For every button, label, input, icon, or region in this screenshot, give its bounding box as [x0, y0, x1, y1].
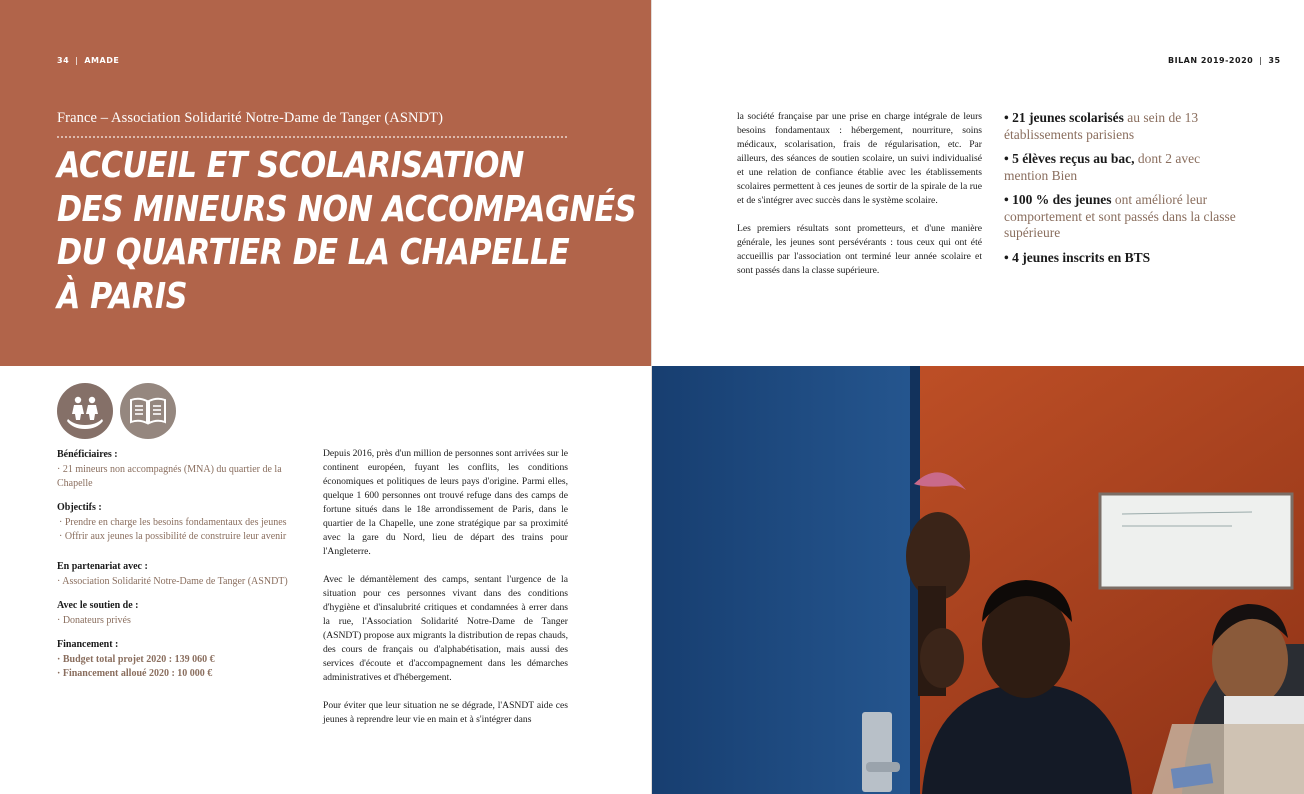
page-number-left: 34: [57, 56, 70, 65]
project-info: [57, 448, 292, 691]
paragraph: la société française par une prise en charge intégrale de leurs besoins fondamentaux : hébergement, nourriture, soins médicaux, scolarisation, frais de régularisation, etc. Par ailleurs, des séances de soutien scolaire, un suivi individualisé et une relation de confiance établie avec les établissements scolaires permettent à ces jeunes de sortir de la spirale de la rue et de s'intégrer avec succès dans le système scolaire.: [737, 111, 982, 206]
stat-bold: • 21 jeunes scolarisés: [1004, 110, 1124, 125]
list-item: · Donateurs privés: [57, 615, 131, 626]
partnership-section: [57, 560, 292, 589]
section-heading: Financement :: [57, 639, 119, 650]
headline-line: ACCUEIL ET SCOLARISATION: [57, 145, 524, 186]
headline-line: DU QUARTIER DE LA CHAPELLE: [57, 232, 570, 273]
stat-text: au sein de 13 établissements parisiens: [1004, 110, 1199, 142]
section-heading: Bénéficiaires :: [57, 449, 118, 460]
body-text-left: [323, 447, 568, 741]
body-text-right: [737, 110, 982, 292]
folio-left: [57, 56, 119, 65]
paragraph: Les premiers résultats sont prometteurs, et d'une manière générale, les jeunes sont persévérants : tous ceux qui ont été accueillis par l'association ont terminé leur année scolaire et sont passés dans la classe supérieure.: [737, 223, 982, 276]
stat-bold: • 5 élèves reçus au bac,: [1004, 151, 1135, 166]
funding-section: [57, 638, 292, 681]
paragraph: Depuis 2016, près d'un million de personnes sont arrivées sur le continent européen, fuyant les conflits, les conditions économiques et politiques de leurs pays d'origine. Parmi elles, quelque 1 600 personnes ont trouvé refuge dans des camps de fortune situés dans le 18e arrondissement de Paris, dans le quartier de la Chapelle, une zone stratégique par sa proximité avec la gare du Nord, lieu de départ des trains pour l'Angleterre.: [323, 448, 568, 557]
stat-item: [1004, 151, 1244, 184]
list-item: · Financement alloué 2020 : 10 000 €: [57, 668, 213, 679]
stat-item: [1004, 250, 1244, 267]
paragraph: Avec le démantèlement des camps, sentant l'urgence de la situation pour ces personnes vivant dans des conditions d'hygiène et d'insalubrité critiques et condamnées à errer dans la rue, l'Association Solidarité Notre-Dame de Tanger (ASNDT) propose aux migrants la distribution de repas chauds, des cours de français ou d'alphabétisation, mais aussi des services d'écoute et d'accompagnement dans les démarches administratives et d'hébergement.: [323, 574, 568, 683]
stat-bold: • 4 jeunes inscrits en BTS: [1004, 249, 1151, 265]
key-results: [1004, 110, 1244, 274]
stat-text: ont amélioré leur comportement et sont passés dans la classe supérieure: [1004, 192, 1236, 240]
helping-hands-icon: [57, 383, 113, 439]
list-item: · Prendre en charge les besoins fondamentaux des jeunes: [59, 517, 287, 528]
list-item: · Budget total projet 2020 : 139 060 €: [57, 654, 215, 665]
headline-line: À PARIS: [57, 275, 188, 317]
hero-banner: [0, 0, 652, 366]
folio-separator: |: [1259, 56, 1263, 65]
objectives-section: [57, 501, 292, 544]
page-number-right: 35: [1268, 56, 1281, 65]
article-headline: [57, 144, 637, 318]
section-heading: Avec le soutien de :: [57, 600, 139, 611]
folio-separator: |: [75, 56, 79, 65]
section-heading: En partenariat avec :: [57, 561, 148, 572]
stat-bold: • 100 % des jeunes: [1004, 192, 1112, 207]
list-item: · Offrir aux jeunes la possibilité de construire leur avenir: [59, 531, 287, 542]
stat-text: dont 2 avec mention Bien: [1004, 151, 1201, 183]
headline-line: DES MINEURS NON ACCOMPAGNÉS: [57, 188, 637, 230]
paragraph: Pour éviter que leur situation ne se dégrade, l'ASNDT aide ces jeunes à reprendre leur vie en main et à s'intégrer dans: [323, 700, 568, 725]
list-item: · Association Solidarité Notre-Dame de Tanger (ASNDT): [57, 576, 288, 587]
section-heading: Objectifs :: [57, 502, 102, 513]
folio-label-right: BILAN 2019-2020: [1168, 56, 1254, 65]
beneficiaries-section: [57, 448, 292, 491]
list-item: · 21 mineurs non accompagnés (MNA) du quartier de la Chapelle: [57, 464, 282, 489]
open-book-icon: [120, 383, 176, 439]
classroom-photo: [652, 366, 1304, 794]
support-section: [57, 599, 292, 628]
article-kicker: France – Association Solidarité Notre-Dame de Tanger (ASNDT): [57, 110, 567, 138]
folio-right: [1168, 56, 1281, 65]
stat-item: [1004, 110, 1244, 143]
stat-item: [1004, 192, 1244, 242]
folio-label-left: AMADE: [84, 56, 120, 65]
